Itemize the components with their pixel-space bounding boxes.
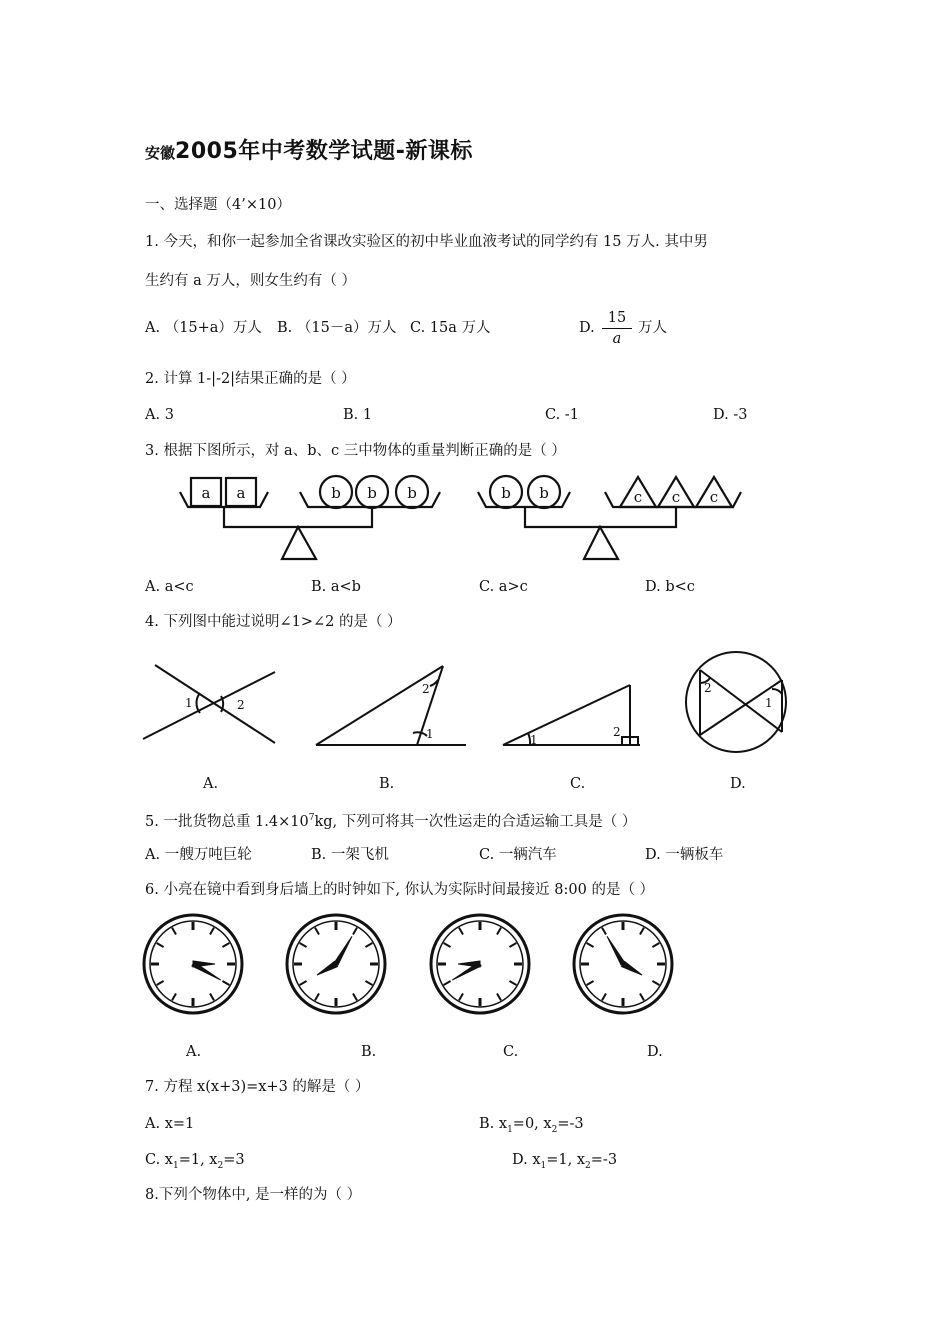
clock-minute-hand (607, 936, 625, 965)
q7-b-sub2: 2 (551, 1124, 558, 1135)
clock-tick (602, 928, 606, 935)
clock-tick (315, 928, 319, 935)
q6-stem: 6. 小亮在镜中看到身后墙上的时钟如下, 你认为实际时间最接近 8:00 的是（ ） (145, 882, 655, 898)
angle-label-1: 1 (426, 727, 434, 741)
q4-stem: 4. 下列图中能过说明∠1>∠2 的是（ ） (145, 614, 402, 630)
clock-tick (210, 993, 214, 1000)
clock-face (431, 915, 529, 1013)
q6-option-b: B. (361, 1044, 377, 1060)
q7-d-post: =-3 (590, 1152, 618, 1168)
q3-option-a: A. a<c (145, 579, 194, 595)
q7-option-c (145, 1150, 245, 1176)
clock-tick (444, 943, 451, 947)
q6-option-c: C. (503, 1044, 519, 1060)
title-prefix: 安徽 (145, 144, 176, 162)
angle-label-2: 2 (422, 682, 430, 696)
angle-label-1: 1 (765, 696, 773, 710)
angle-label-2: 2 (704, 681, 712, 695)
q7-option-a: A. x=1 (145, 1116, 195, 1132)
clock-tick (157, 981, 164, 985)
q3-stem: 3. 根据下图所示，对 a、b、c 三中物体的重量判断正确的是（ ） (145, 443, 566, 459)
q1-stem-line1: 1. 今天，和你一起参加全省课改实验区的初中毕业血液考试的同学约有 15 万人. 其中男 (145, 234, 708, 250)
clock-tick (444, 981, 451, 985)
q1-option-c: C. 15a 万人 (410, 320, 491, 336)
angle-label-1: 1 (530, 733, 538, 747)
q8-stem: 8.下列个物体中, 是一样的为（ ） (145, 1187, 362, 1203)
q7-d-sub1: 1 (540, 1160, 547, 1171)
clock-tick (587, 981, 594, 985)
q7-c-pre: C. x (145, 1152, 173, 1168)
clock-tick (365, 981, 372, 985)
angle-label-1: 1 (185, 696, 193, 710)
q7-stem: 7. 方程 x(x+3)=x+3 的解是（ ） (145, 1079, 370, 1095)
q2-option-b: B. 1 (343, 407, 373, 423)
clock-tick (459, 993, 463, 1000)
q5-exponent: 7 (308, 813, 315, 823)
clock-tick (172, 993, 176, 1000)
q1-option-a: A. （15+a）万人 (145, 320, 262, 336)
clock-tick (300, 943, 307, 947)
ball-label-b: b (331, 484, 341, 502)
q3-option-d: D. b<c (645, 579, 695, 595)
clock-tick (172, 928, 176, 935)
box-label-a: a (201, 484, 211, 502)
q7-b-sub1: 1 (507, 1124, 513, 1135)
q5-option-a: A. 一艘万吨巨轮 (145, 847, 252, 863)
q5-stem-pre: 5. 一批货物总重 1.4×10 (145, 813, 309, 830)
title-main: 2005年中考数学试题-新课标 (175, 139, 473, 164)
q7-d-pre: D. x (512, 1152, 541, 1168)
q7-option-d (512, 1150, 617, 1176)
clock-face (287, 915, 385, 1013)
clock-tick (640, 928, 644, 935)
clock-tick (652, 981, 659, 985)
q3-option-b: B. a<b (311, 579, 361, 595)
ball-label-b: b (407, 484, 417, 502)
clock-tick (509, 981, 516, 985)
q7-d-mid: =1, x (546, 1152, 586, 1168)
q7-b-mid: =0, x (512, 1116, 552, 1132)
q7-c-sub2: 2 (217, 1160, 224, 1171)
clock-tick (509, 943, 516, 947)
q5-option-c: C. 一辆汽车 (479, 847, 557, 863)
clock-tick (497, 928, 501, 935)
q7-c-post: =3 (223, 1152, 245, 1168)
angle-label-2: 2 (613, 725, 621, 739)
q2-option-a: A. 3 (145, 407, 174, 423)
clock-tick (353, 993, 357, 1000)
clock-tick (459, 928, 463, 935)
clock-tick (365, 943, 372, 947)
clock-tick (602, 993, 606, 1000)
clock-face (144, 915, 242, 1013)
q5-stem-post: kg, 下列可将其一次性运走的合适运输工具是（ ） (314, 813, 637, 830)
q7-option-b (479, 1114, 584, 1140)
clock-tick (222, 981, 229, 985)
clock-tick (300, 981, 307, 985)
clock-tick (222, 943, 229, 947)
q1-option-b: B. （15－a）万人 (277, 320, 397, 336)
q6-option-d: D. (647, 1044, 663, 1060)
clock-tick (640, 993, 644, 1000)
ball-label-b: b (501, 484, 511, 502)
q7-d-sub2: 2 (585, 1160, 591, 1171)
q7-c-mid: =1, x (178, 1152, 218, 1168)
clock-minute-hand (334, 936, 352, 965)
q4-option-a: A. (203, 776, 219, 792)
clock-tick (587, 943, 594, 947)
q2-option-d: D. -3 (713, 407, 748, 423)
triangle-label-c: c (671, 488, 681, 506)
clock-tick (353, 928, 357, 935)
q4-option-d: D. (730, 776, 746, 792)
clock-tick (497, 993, 501, 1000)
q2-option-c: C. -1 (545, 407, 579, 423)
q7-b-pre: B. x (479, 1116, 508, 1132)
fraction-numerator: 15 (602, 310, 632, 329)
triangle-label-c: c (633, 488, 643, 506)
q6-option-a: A. (186, 1044, 202, 1060)
q4-option-c: C. (570, 776, 586, 792)
q1-stem-line2: 生约有 a 万人，则女生约有（ ） (145, 273, 356, 289)
q1-option-d-label: D. (579, 320, 595, 336)
box-label-a: a (236, 484, 246, 502)
q5-option-d: D. 一辆板车 (645, 847, 724, 863)
clock-tick (315, 993, 319, 1000)
q3-option-c: C. a>c (479, 579, 528, 595)
clock-tick (652, 943, 659, 947)
q2-stem: 2. 计算 1-|-2|结果正确的是（ ） (145, 371, 356, 387)
angle-label-2: 2 (237, 698, 245, 712)
clock-tick (157, 943, 164, 947)
q4-option-b: B. (379, 776, 395, 792)
clock-tick (210, 928, 214, 935)
ball-label-b: b (367, 484, 377, 502)
q7-b-post: =-3 (557, 1116, 584, 1132)
q7-c-sub1: 1 (172, 1160, 179, 1171)
q5-option-b: B. 一架飞机 (311, 847, 389, 863)
ball-label-b: b (539, 484, 549, 502)
fraction-denominator: a (612, 331, 622, 347)
section-heading: 一、选择题（4’×10） (145, 197, 291, 213)
triangle-label-c: c (709, 488, 719, 506)
clock-face (574, 915, 672, 1013)
q1-option-d-unit: 万人 (638, 320, 667, 336)
